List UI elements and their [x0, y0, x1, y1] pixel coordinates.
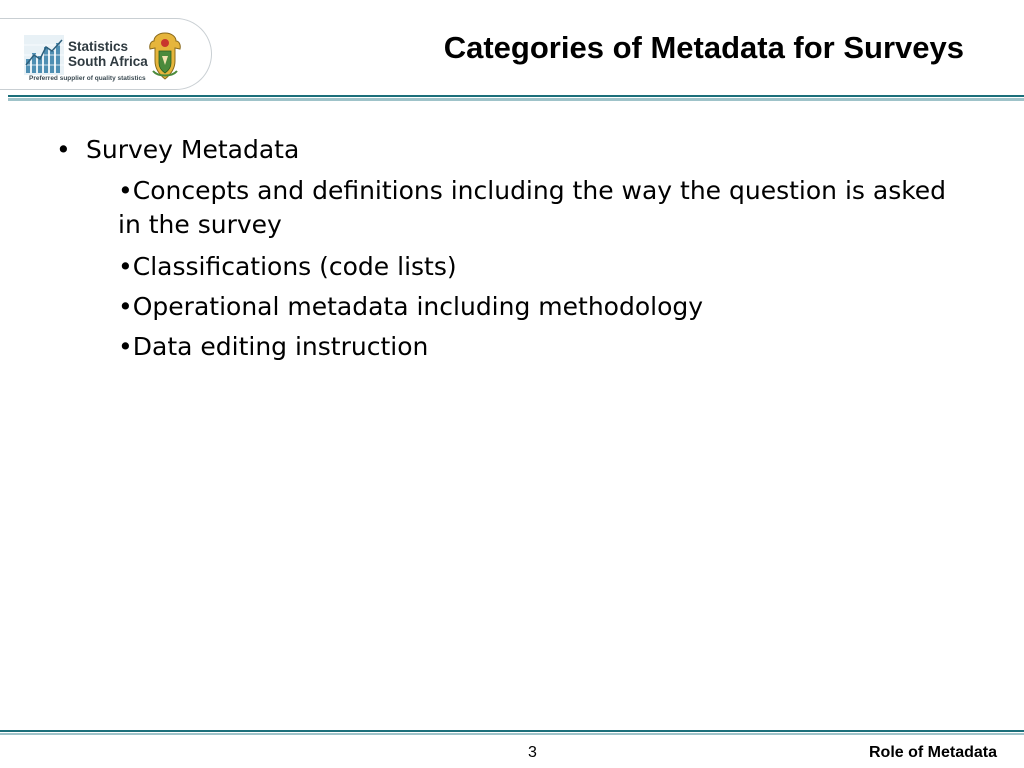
bullet-text: Survey Metadata [86, 135, 300, 164]
header-divider [8, 95, 1024, 102]
header-divider-light-line [8, 98, 1024, 101]
bullet-marker: • [56, 135, 71, 164]
organisation-tagline: Preferred supplier of quality statistics [29, 75, 146, 82]
sub-bullet-classifications: •Classifications (code lists) [118, 252, 457, 281]
statistics-sa-logo-icon [24, 35, 64, 75]
statistics-sa-logo [0, 18, 212, 90]
header-divider-dark-line [8, 95, 1024, 97]
organisation-name: Statistics South Africa [68, 39, 148, 69]
sub-bullet-operational-metadata: •Operational metadata including methodology [118, 292, 704, 321]
sub-bullet-concepts: •Concepts and definitions including the way the question is asked in the survey [118, 176, 947, 239]
footer-divider-light-line [0, 733, 1024, 735]
footer-divider-dark-line [0, 730, 1024, 732]
sub-bullet-data-editing: •Data editing instruction [118, 332, 429, 361]
bullet-survey-metadata [56, 133, 299, 167]
footer-section-title: Role of Metadata [868, 744, 997, 761]
coat-of-arms-icon [146, 31, 184, 81]
slide-title: Categories of Metadata for Surveys [443, 30, 964, 65]
footer-divider [0, 730, 1024, 735]
page-number: 3 [528, 744, 537, 761]
